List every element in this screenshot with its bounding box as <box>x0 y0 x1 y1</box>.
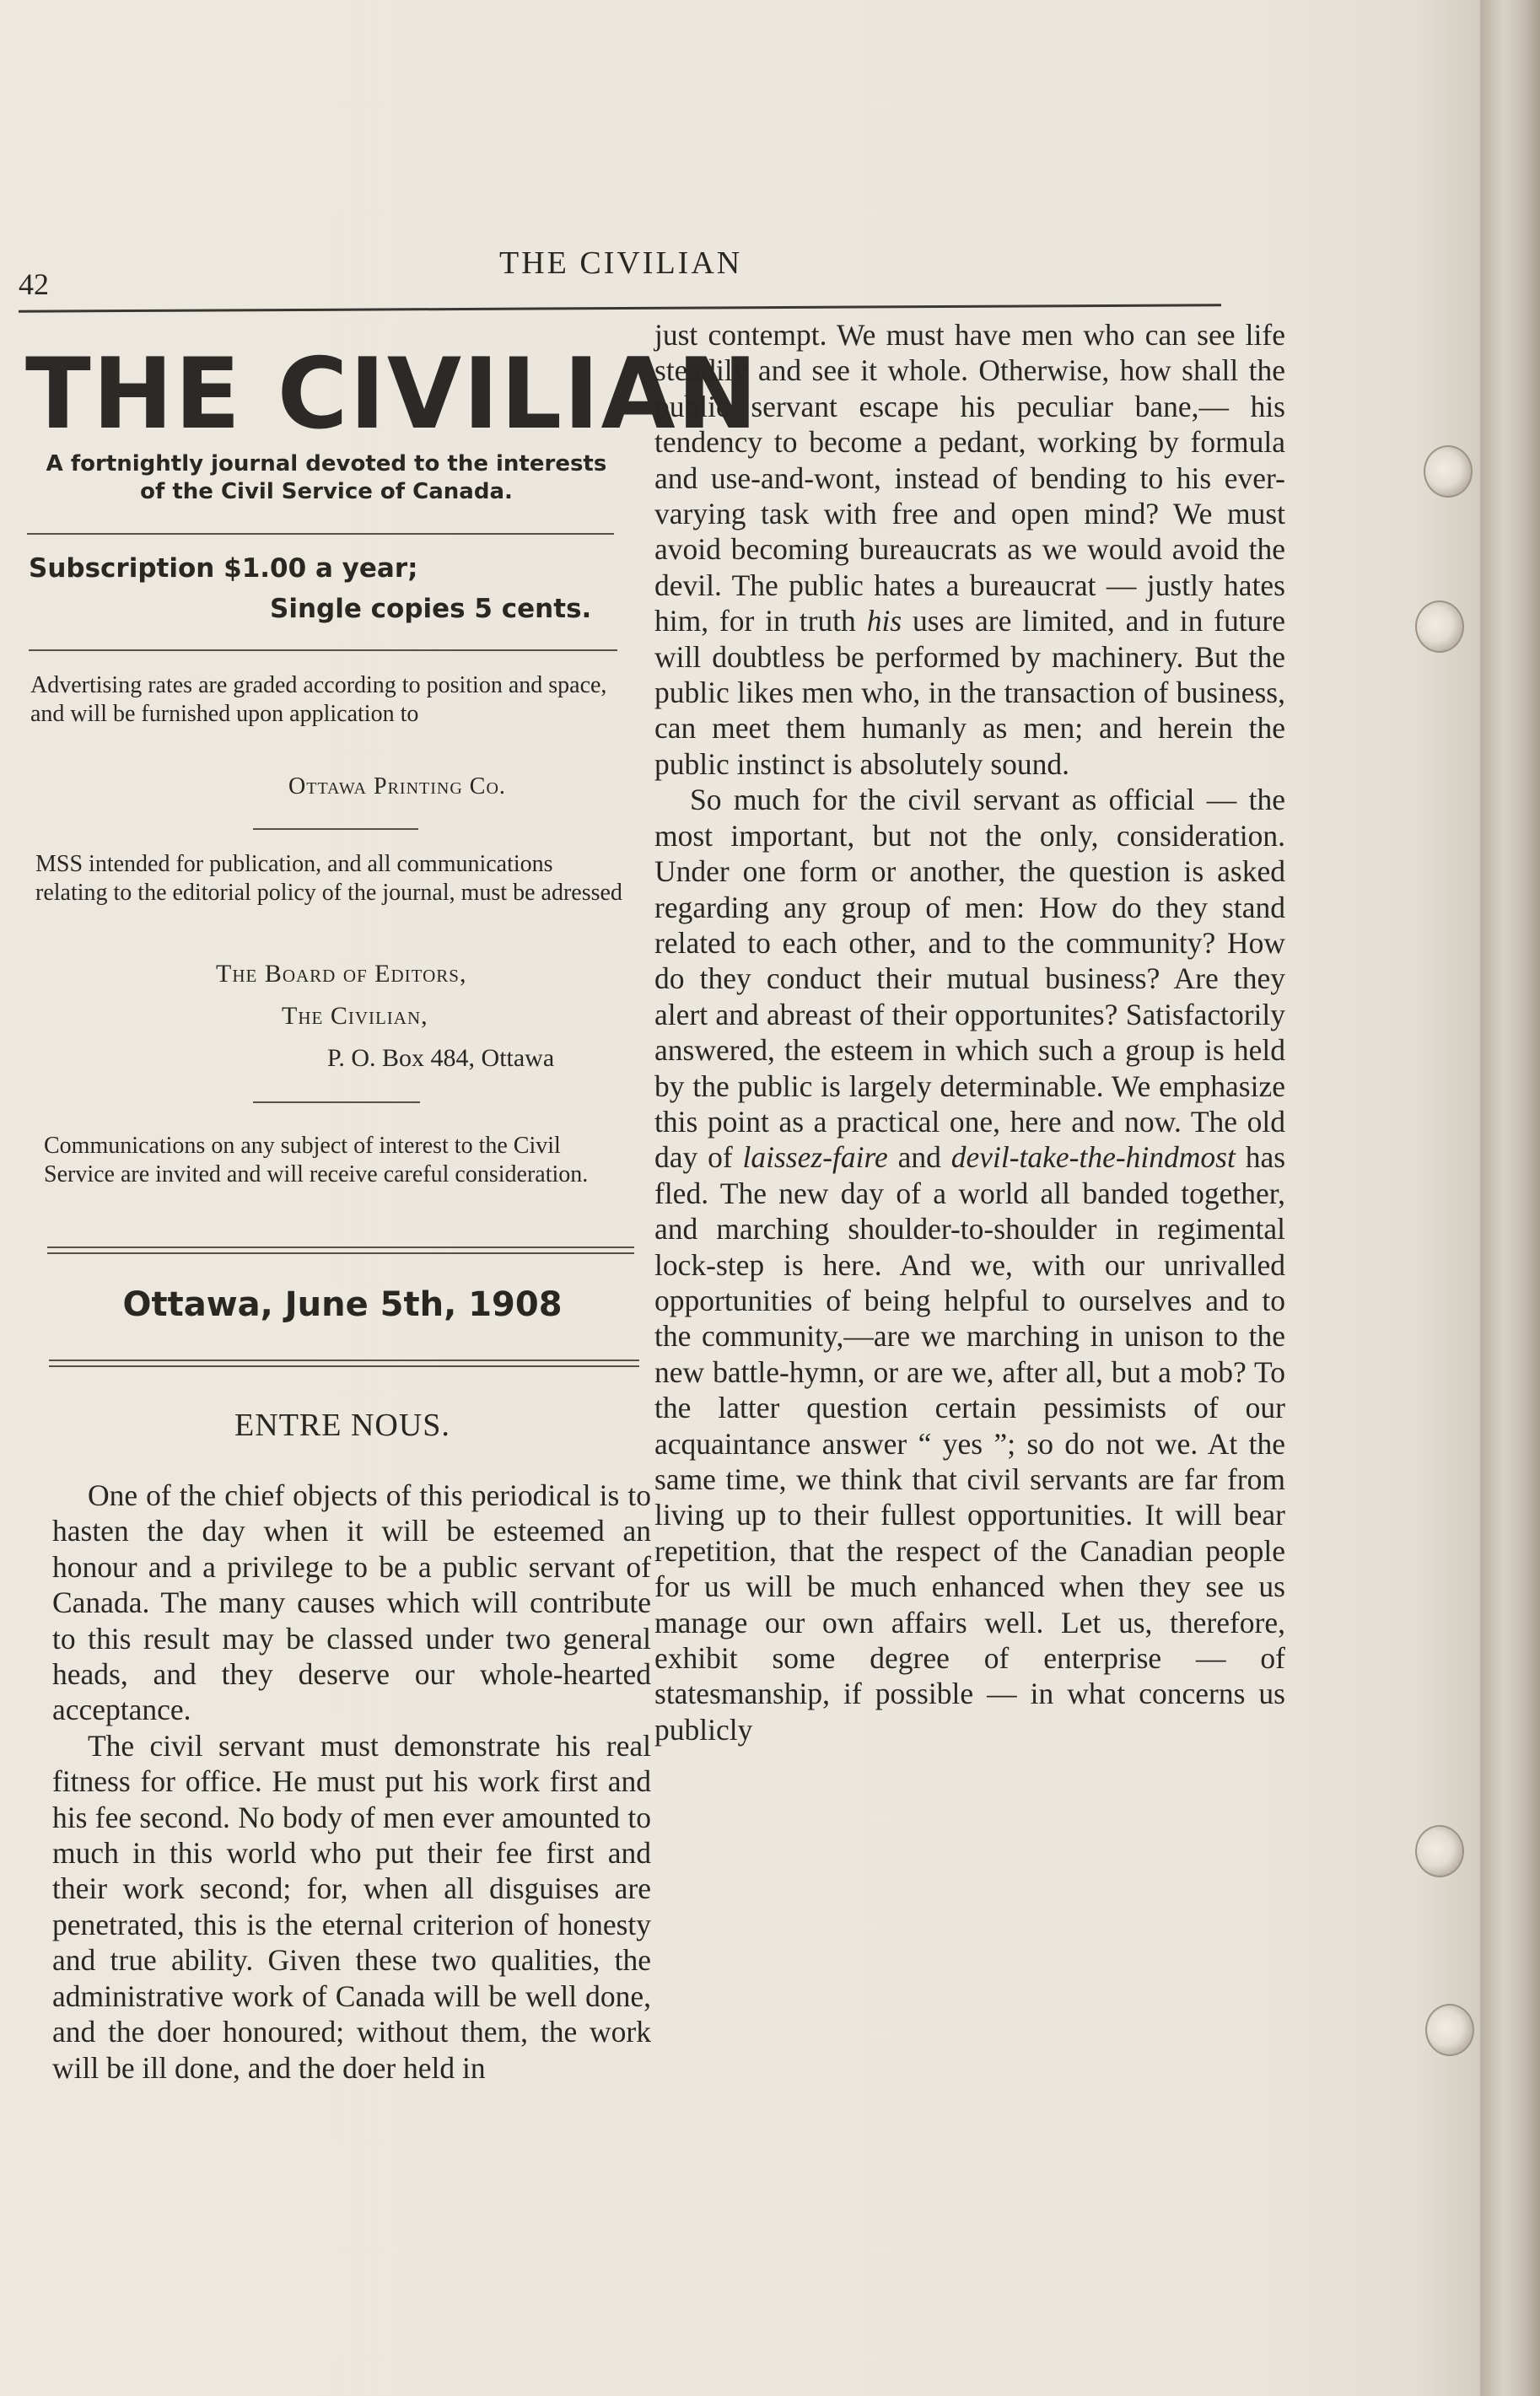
header-rule <box>19 304 1221 312</box>
issue-dateline: Ottawa, June 5th, 1908 <box>122 1285 563 1324</box>
single-copy-price: Single copies 5 cents. <box>270 594 592 624</box>
double-rule <box>49 1360 639 1367</box>
advertising-notice <box>30 671 622 729</box>
divider <box>29 649 617 651</box>
printer-name: Ottawa Printing Co. <box>288 773 506 800</box>
editors-address-3: P. O. Box 484, Ottawa <box>327 1044 555 1072</box>
divider-short <box>253 1101 420 1103</box>
masthead-title: THE CIVILIAN <box>25 336 760 451</box>
article-paragraph: just contempt. We must have men who can see life steadily and see it whole. Otherwise, how shall the public servant escape his peculiar bane,— his tendency to become a pedant, working by formula and use-and-wont, instead of bending to his ever-varying task with free and open mind? We must avoid becoming bureaucrats as we would avoid the devil. The public hates a bureaucrat — justly hates him, for in truth his uses are limited, and in future will doubtless be performed by machinery. But the public likes men who, in the transaction of business, can meet them humanly as men; and herein the public instinct is absolutely sound. <box>654 318 1286 781</box>
article-left-column <box>52 1478 651 2086</box>
binder-hole <box>1415 600 1464 653</box>
page-number: 42 <box>19 267 49 301</box>
article-title: ENTRE NOUS. <box>234 1408 450 1443</box>
binder-hole <box>1415 1825 1464 1877</box>
article-paragraph: The civil servant must demonstrate his real fitness for office. He must put his work first and his fee second. No body of men ever amounted to much in this world who put their fee first and their work second; for, when all disguises are penetrated, this is the eternal criterion of honesty and true ability. Given these two qualities, the administrative work of Canada will be well done, and the doer honoured; without them, the work will be ill done, and the doer held in <box>52 1728 651 2085</box>
article-right-column <box>654 317 1285 1747</box>
editors-address-2: The Civilian, <box>282 1002 428 1030</box>
running-head: THE CIVILIAN <box>499 245 743 281</box>
mss-notice: MSS intended for publication, and all communications relating to the editorial policy of the journal, must be adressed <box>35 851 622 906</box>
divider <box>27 533 614 535</box>
article-paragraph: So much for the civil servant as official — the most important, but not the only, consideration. Under one form or another, the question is asked regarding any group of men: How do they stand related to each other, and to the community? How do they conduct their mutual business? Are they alert and abreast of their opportunites? Satisfactorily answered, the esteem in which such a group is held by the public is largely determinable. We emphasize this point as a practical one, here and now. The old day of laissez-faire and devil-take-the-hindmost has fled. The new day of a world all banded together, and marching shoulder-to-shoulder in regimental lock-step is here. And we, with our unrivalled opportunities of being helpful to ourselves and to the community,—are we marching in unison to the new battle-hymn, or are we, after all, but a mob? To the latter question certain pessimists of our acquaintance answer “ yes ”; so do not we. At the same time, we think that civil servants are far from living up to their fullest opportunities. It will bear repetition, that the respect of the Canadian people for us will be much enhanced when they see us manage our own affairs well. Let us, therefore, exhibit some degree of enterprise — of statesmanship, if possible — in what concerns us publicly <box>654 783 1286 1747</box>
binding-edge <box>1480 0 1540 2396</box>
communications-notice: Communications on any subject of interest to the Civil Service are invited and will receive careful consideration. <box>44 1133 589 1187</box>
advertising-text: Advertising rates are graded according to position and space, and will be furnished upon application to <box>30 672 607 727</box>
binder-hole <box>1424 445 1473 498</box>
masthead-tagline: A fortnightly journal devoted to the interests of the Civil Service of Canada. <box>46 451 607 504</box>
article-paragraph: One of the chief objects of this periodical is to hasten the day when it will be esteemed an honour and a privilege to be a public servant of Canada. The many causes which will contribute to this result may be classed under two general heads, and they deserve our whole-hearted acceptance. <box>52 1478 651 1727</box>
double-rule <box>47 1246 634 1254</box>
binder-hole <box>1425 2004 1474 2056</box>
editors-address-1: The Board of Editors, <box>216 960 467 988</box>
subscription-price: Subscription $1.00 a year; <box>29 553 418 584</box>
divider-short <box>253 828 418 830</box>
